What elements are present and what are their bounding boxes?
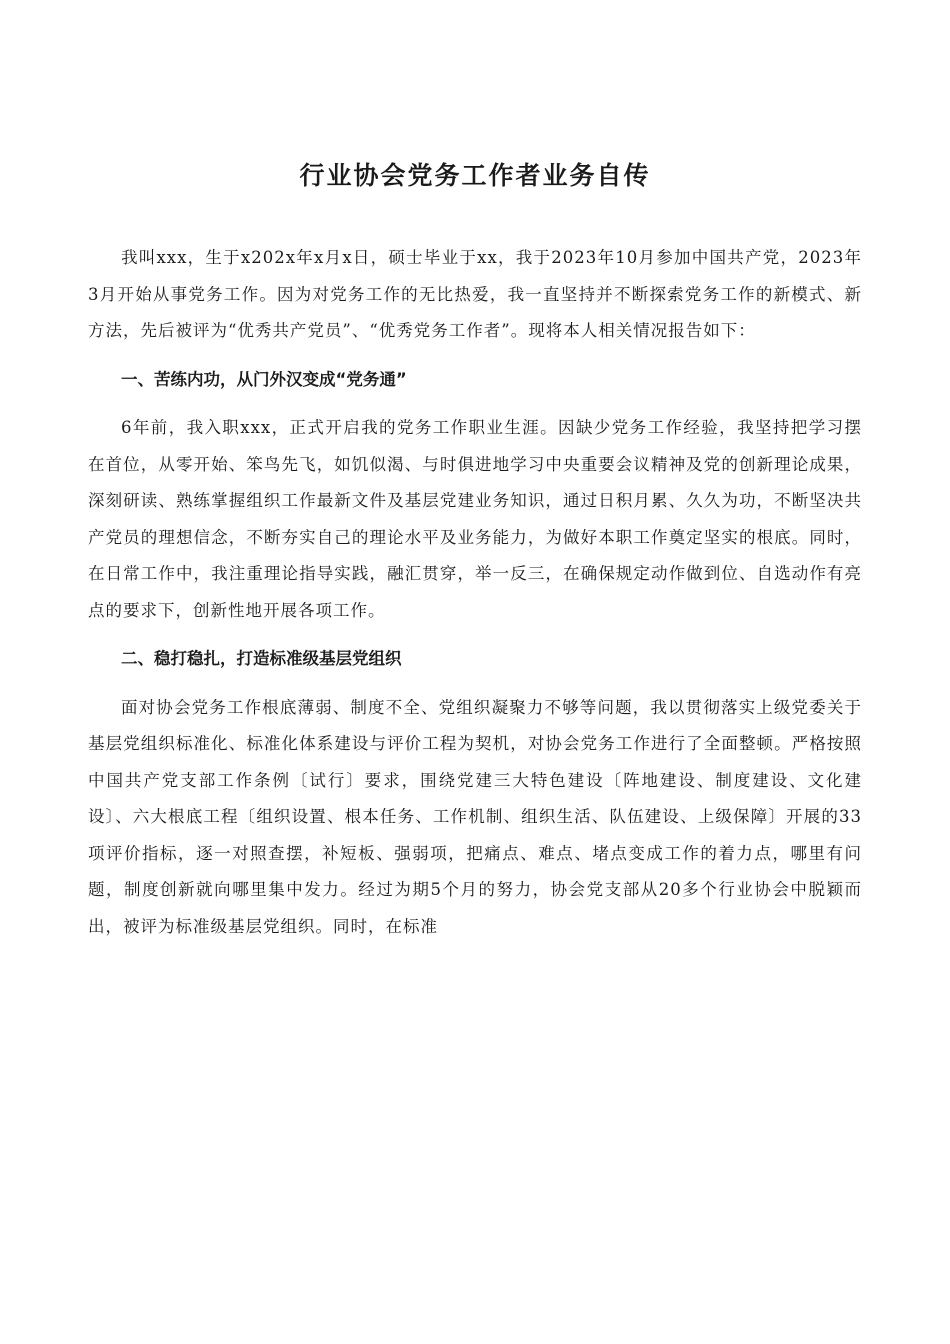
section-heading-1: 一、苦练内功，从门外汉变成“党务通” <box>121 369 407 389</box>
document-title: 行业协会党务工作者业务自传 <box>299 161 651 190</box>
section-heading-2: 二、稳打稳扎，打造标准级基层党组织 <box>121 649 402 668</box>
paragraph-intro: 我叫xxx，生于x202x年x月x日，硕士毕业于xx，我于2023年10月参加中国共产党，2023年3月开始从事党务工作。因为对党务工作的无比热爱，我一直坚持并不断探索党务工作的新模式、新方法，先后被评为“优秀共产党员”、“优秀党务工作者”。现将本人相关情况报告如下： <box>88 248 862 340</box>
paragraph-section-1: 6年前，我入职xxx，正式开启我的党务工作职业生涯。因缺少党务工作经验，我坚持把学习摆在首位，从零开始、笨鸟先飞，如饥似渴、与时俱进地学习中央重要会议精神及党的创新理论成果，深刻研读、熟练掌握组织工作最新文件及基层党建业务知识，通过日积月累、久久为功，不断坚决共产党员的理想信念，不断夯实自己的理论水平及业务能力，为做好本职工作奠定坚实的根底。同时，在日常工作中，我注重理论指导实践，融汇贯穿，举一反三，在确保规定动作做到位、自选动作有亮点的要求下，创新性地开展各项工作。 <box>88 418 862 620</box>
paragraph-section-2: 面对协会党务工作根底薄弱、制度不全、党组织凝聚力不够等问题，我以贯彻落实上级党委关于基层党组织标准化、标准化体系建设与评价工程为契机，对协会党务工作进行了全面整顿。严格按照中国共产党支部工作条例〔试行〕要求，围绕党建三大特色建设〔阵地建设、制度建设、文化建设〕、六大根底工程〔组织设置、根本任务、工作机制、组织生活、队伍建设、上级保障〕开展的33项评价指标，逐一对照查摆，补短板、强弱项，把痛点、难点、堵点变成工作的着力点，哪里有问题，制度创新就向哪里集中发力。经过为期5个月的努力，协会党支部从20多个行业协会中脱颖而出，被评为标准级基层党组织。同时，在标准 <box>88 697 862 936</box>
document-body <box>88 240 862 945</box>
